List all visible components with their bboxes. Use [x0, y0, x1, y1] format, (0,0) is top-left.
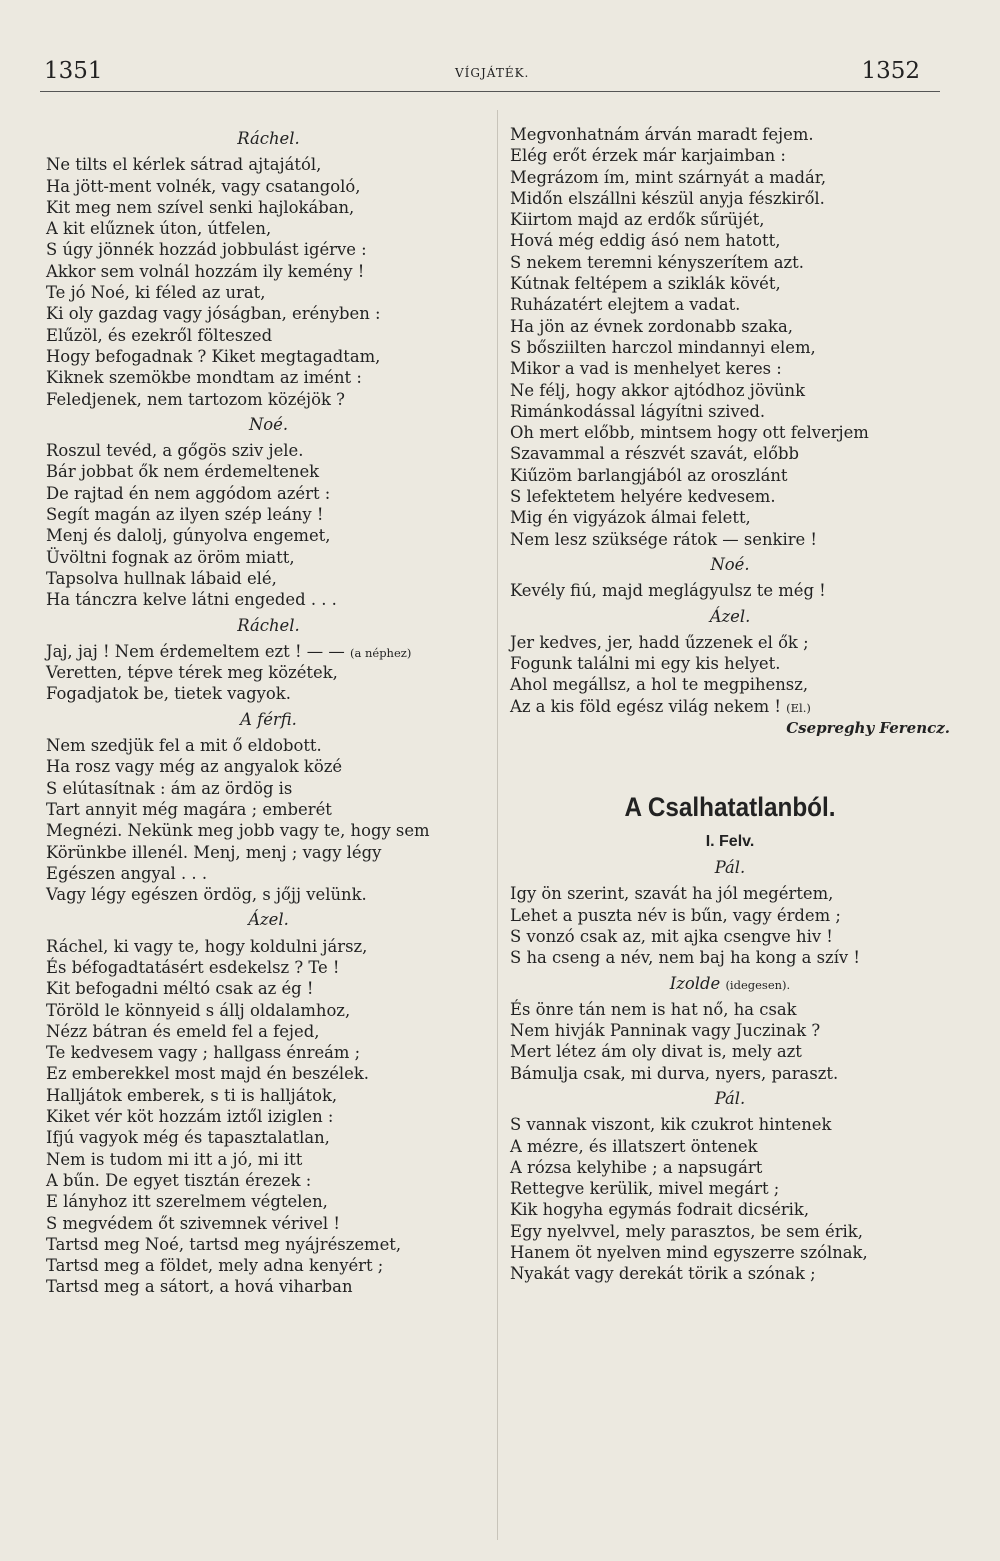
verse-line: Kit meg nem szível senki hajlokában,	[46, 197, 355, 217]
speaker-name: A férfi.	[240, 709, 297, 729]
header-rule	[40, 91, 940, 92]
verse-line: Nézz bátran és emeld fel a fejed,	[46, 1021, 320, 1041]
verse-block	[510, 999, 950, 1084]
verse-line: Te kedvesem vagy ; hallgass énreám ;	[46, 1043, 361, 1063]
verse-line: Ne félj, hogy akkor ajtódhoz jövünk	[510, 380, 806, 400]
verse-block	[46, 440, 491, 610]
verse-line: Halljátok emberek, s ti is halljátok,	[46, 1085, 338, 1105]
verse-line: Fogunk találni mi egy kis helyet.	[510, 654, 781, 674]
verse-line: Veretten, tépve térek meg közétek,	[46, 663, 338, 683]
act-heading: I. Felv.	[705, 833, 755, 851]
verse-block	[510, 580, 950, 601]
speaker-name: Ráchel.	[237, 615, 300, 635]
verse-block	[46, 936, 491, 1298]
verse-line: Ki oly gazdag vagy jóságban, erényben :	[46, 304, 381, 324]
section-title: A Csalhatatlanból.	[624, 792, 836, 823]
verse-line: Mert létez ám oly divat is, mely azt	[510, 1042, 802, 1062]
verse-line: Nem lesz szüksége rátok — senkire !	[510, 529, 818, 549]
verse-line: S lefektetem helyére kedvesem.	[510, 487, 776, 507]
verse-line: Nem hivják Panninak vagy Juczinak ?	[510, 1021, 821, 1041]
verse-block	[510, 1114, 950, 1284]
verse-line: Menj és dalolj, gúnyolva engemet,	[46, 526, 331, 546]
verse-line: A bűn. De egyet tisztán érezek :	[46, 1170, 312, 1190]
verse-line: A rózsa kelyhibe ; a napsugárt	[510, 1157, 763, 1177]
verse-line: Kit befogadni méltó csak az ég !	[46, 979, 314, 999]
verse-text: Az a kis föld egész világ nekem !	[510, 696, 781, 716]
verse-line: Mikor a vad is menhelyet keres :	[510, 359, 782, 379]
verse-block	[510, 632, 950, 696]
stage-direction: (El.)	[786, 700, 811, 715]
verse-line: Mig én vigyázok álmai felett,	[510, 508, 751, 528]
verse-line: S vannak viszont, kik czukrot hintenek	[510, 1115, 832, 1135]
author-signature: Csepreghy Ferencz.	[786, 719, 950, 738]
verse-line: Igy ön szerint, szavát ha jól megértem,	[510, 884, 834, 904]
verse-line: Üvöltni fognak az öröm miatt,	[46, 547, 295, 567]
speaker-name: Pál.	[714, 858, 746, 878]
verse-line: S elútasítnak : ám az ördög is	[46, 778, 293, 798]
verse-line: Szavammal a részvét szavát, előbb	[510, 444, 799, 464]
verse-line: Ha jött-ment volnék, vagy csatangoló,	[46, 176, 361, 196]
speaker-name: Noé.	[710, 554, 750, 574]
verse-line: Rimánkodással lágyítni szived.	[510, 401, 766, 421]
verse-line: Kútnak feltépem a sziklák kövét,	[510, 274, 781, 294]
speaker-name: Noé.	[248, 414, 289, 434]
verse-line: Kiűzöm barlangjából az oroszlánt	[510, 465, 788, 485]
verse-block	[510, 124, 950, 550]
verse-line: S bősziilten harczol mindannyi elem,	[510, 337, 816, 357]
verse-text: Jaj, jaj ! Nem érdemeltem ezt ! — —	[46, 641, 345, 661]
verse-line: Megnézi. Nekünk meg jobb vagy te, hogy sem	[46, 821, 430, 841]
verse-line: A kit elűznek úton, útfelen,	[46, 219, 272, 239]
verse-line: Oh mert előbb, mintsem hogy ott felverjem	[510, 423, 869, 443]
verse-line: S vonzó csak az, mit ajka csengve hiv !	[510, 926, 833, 946]
verse-line: Egy nyelvvel, mely parasztos, be sem érik,	[510, 1221, 863, 1241]
page-number-right: 1352	[861, 58, 920, 84]
verse-line: Ha jön az évnek zordonabb szaka,	[510, 316, 793, 336]
verse-line: Kiirtom majd az erdők sűrüjét,	[510, 210, 765, 230]
verse-line: Tartsd meg a sátort, a hová viharban	[46, 1277, 353, 1297]
verse-line: Kiknek szemökbe mondtam az imént :	[46, 368, 362, 388]
stage-direction: (a néphez)	[349, 645, 412, 660]
verse-line: Elég erőt érzek már karjaimban :	[510, 146, 786, 166]
verse-line: És béfogadtatásért esdekelsz ? Te !	[46, 957, 340, 977]
column-divider	[497, 110, 498, 1540]
verse-line: Tartsd meg a földet, mely adna kenyért ;	[46, 1256, 384, 1276]
verse-line: Ne tilts el kérlek sátrad ajtajától,	[46, 155, 322, 175]
verse-line: És önre tán nem is hat nő, ha csak	[510, 999, 797, 1019]
verse-line: Tapsolva hullnak lábaid elé,	[46, 568, 277, 588]
verse-line: Kevély fiú, majd meglágyulsz te még !	[510, 581, 826, 601]
page-header	[0, 0, 1000, 120]
verse-line: E lányhoz itt szerelmem végtelen,	[46, 1192, 328, 1212]
verse-line: Roszul tevéd, a gőgös sziv jele.	[46, 441, 304, 461]
verse-line: Segít magán az ilyen szép leány !	[46, 505, 324, 525]
verse-line: Hanem öt nyelven mind egyszerre szólnak,	[510, 1243, 868, 1263]
verse-block	[46, 154, 491, 410]
verse-block	[46, 735, 491, 905]
verse-line: Hogy befogadnak ? Kiket megtagadtam,	[46, 346, 381, 366]
verse-line: S megvédem őt szivemnek vérivel !	[46, 1213, 340, 1233]
verse-line: A mézre, és illatszert öntenek	[510, 1136, 758, 1156]
verse-line: Ahol megállsz, a hol te megpihensz,	[510, 675, 809, 695]
speaker-name: Ráchel.	[237, 129, 300, 148]
verse-line: Hová még eddig ásó nem hatott,	[510, 231, 781, 251]
right-column	[510, 124, 950, 1285]
verse-line: Kik hogyha egymás fodrait dicsérik,	[510, 1200, 810, 1220]
verse-line: S ha cseng a név, nem baj ha kong a szív !	[510, 948, 860, 968]
running-title: VÍGJÁTÉK.	[455, 66, 530, 80]
verse-line: Tartsd meg Noé, tartsd meg nyájrészemet,	[46, 1234, 402, 1254]
verse-line: Körünkbe illenél. Menj, menj ; vagy légy	[46, 842, 382, 862]
speaker-name: Ázel.	[709, 606, 751, 626]
verse-line: Vagy légy egészen ördög, s jőjj velünk.	[46, 885, 367, 905]
verse-line: S úgy jönnék hozzád jobbulást igérve :	[46, 240, 367, 260]
verse-line: Nyakát vagy derekát törik a szónak ;	[510, 1264, 816, 1284]
verse-line: Ruházatért elejtem a vadat.	[510, 295, 741, 315]
verse-line: Tart annyit még magára ; emberét	[46, 799, 332, 819]
verse-line: Jer kedves, jer, hadd űzzenek el ők ;	[510, 632, 809, 652]
verse-line: Ifjú vagyok még és tapasztalatlan,	[46, 1128, 330, 1148]
verse-line: Ráchel, ki vagy te, hogy koldulni jársz,	[46, 936, 368, 956]
verse-line: Midőn elszállni készül anyja fészkiről.	[510, 188, 825, 208]
speaker-name	[510, 973, 950, 994]
verse-line: Nem is tudom mi itt a jó, mi itt	[46, 1149, 303, 1169]
verse-line: Fogadjatok be, tietek vagyok.	[46, 684, 291, 704]
verse-line: Bámulja csak, mi durva, nyers, paraszt.	[510, 1063, 839, 1083]
verse-line: Megrázom ím, mint szárnyát a madár,	[510, 167, 827, 187]
verse-line: Töröld le könnyeid s állj oldalamhoz,	[46, 1000, 351, 1020]
stage-direction: (idegesen).	[725, 977, 791, 992]
verse-line: Lehet a puszta név is bűn, vagy érdem ;	[510, 905, 841, 925]
verse-line: De rajtad én nem aggódom azért :	[46, 483, 331, 503]
verse-line	[46, 641, 491, 662]
verse-line: Feledjenek, nem tartozom közéjök ?	[46, 389, 345, 409]
verse-line: Rettegve kerülik, mivel megárt ;	[510, 1179, 780, 1199]
speaker-name: Pál.	[714, 1088, 746, 1108]
verse-line: Nem szedjük fel a mit ő eldobott.	[46, 736, 322, 756]
verse-block	[510, 883, 950, 968]
left-column	[46, 124, 491, 1298]
verse-block	[46, 662, 491, 705]
speaker-name: Ázel.	[248, 910, 289, 930]
speaker-name-text: Izolde	[669, 973, 721, 993]
verse-line: Egészen angyal . . .	[46, 863, 208, 883]
page-number-left: 1351	[44, 58, 103, 84]
verse-line: Megvonhatnám árván maradt fejem.	[510, 125, 814, 144]
verse-line: S nekem teremni kényszerítem azt.	[510, 252, 804, 272]
verse-line: Kiket vér köt hozzám iztől iziglen :	[46, 1107, 334, 1127]
verse-line: Ha tánczra kelve látni engeded . . .	[46, 590, 337, 610]
verse-line: Ha rosz vagy még az angyalok közé	[46, 757, 343, 777]
verse-line: Ez emberekkel most majd én beszélek.	[46, 1064, 370, 1084]
verse-line	[510, 696, 950, 717]
verse-line: Te jó Noé, ki féled az urat,	[46, 283, 266, 303]
verse-line: Bár jobbat ők nem érdemeltenek	[46, 462, 320, 482]
verse-line: Akkor sem volnál hozzám ily kemény !	[46, 261, 365, 281]
verse-line: Elűzöl, és ezekről fölteszed	[46, 325, 273, 345]
